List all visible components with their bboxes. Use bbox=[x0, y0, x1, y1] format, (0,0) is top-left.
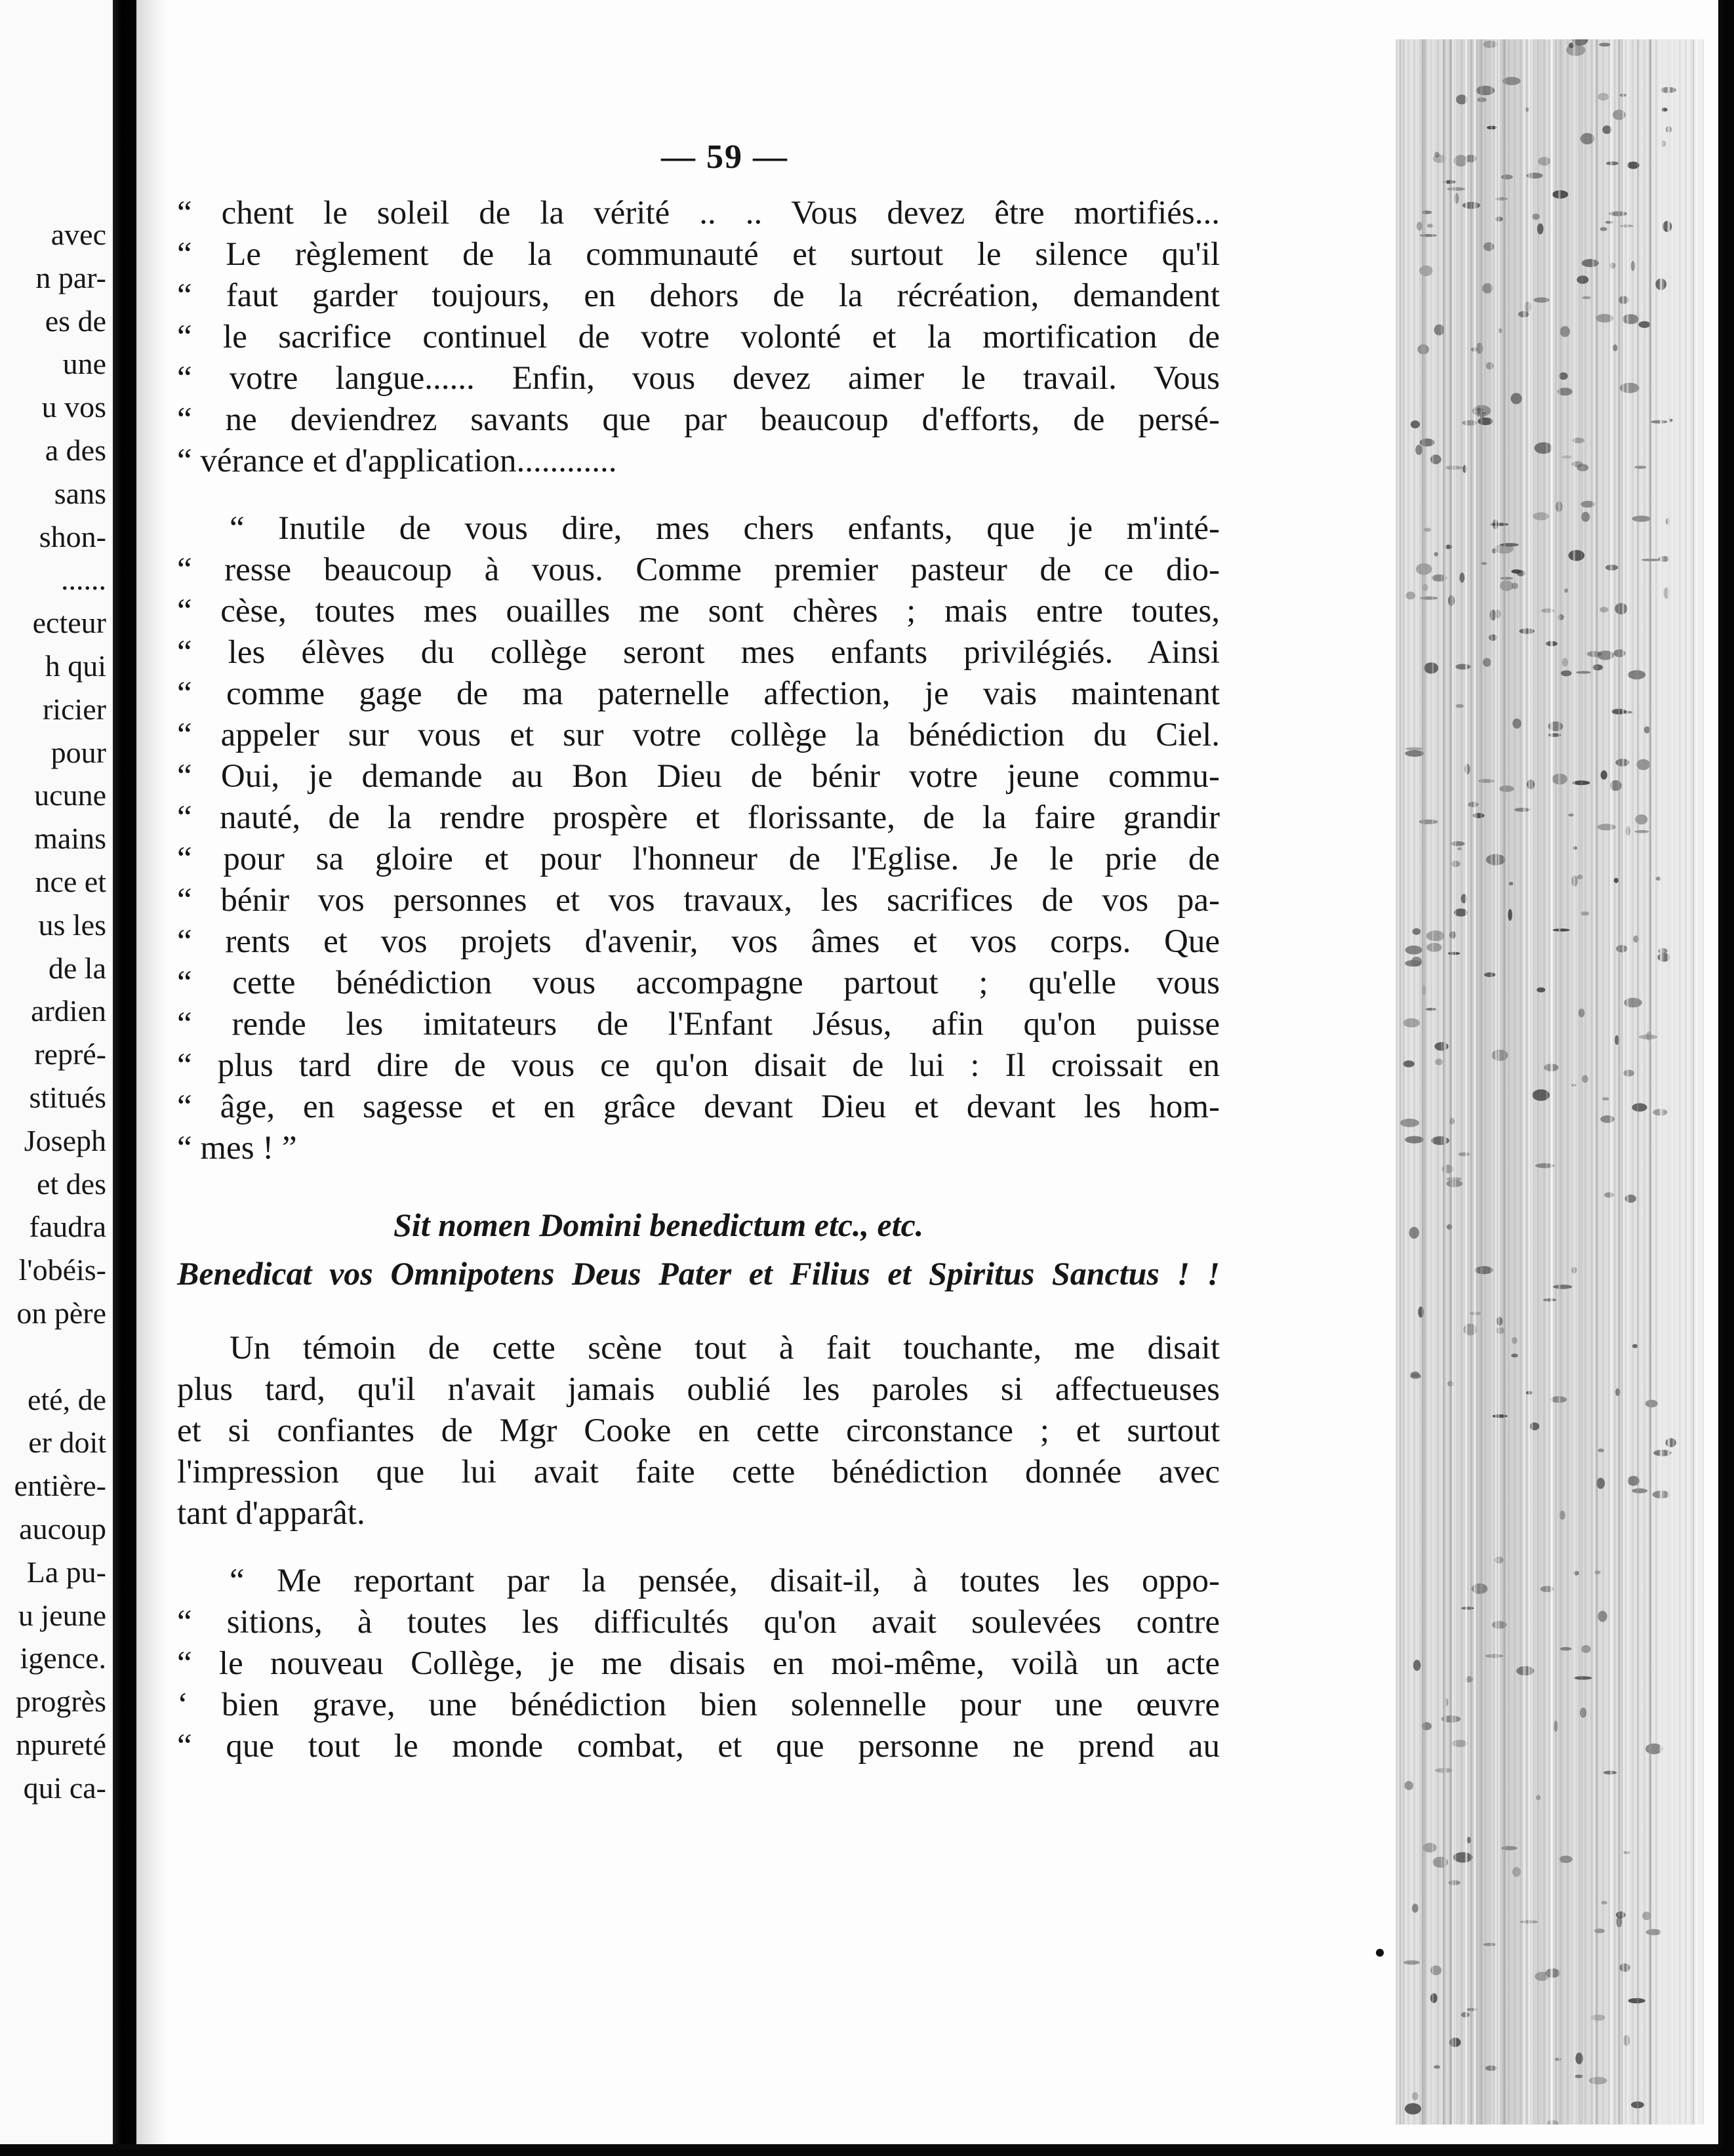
text-line: “ Inutile de vous dire, mes chers enfants, que je m'inté- bbox=[230, 510, 1220, 547]
page-edge-streak bbox=[1663, 39, 1664, 2125]
text-line: “ Oui, je demande au Bon Dieu de bénir votre jeune commu- bbox=[177, 758, 1220, 795]
left-fragment: avec bbox=[50, 218, 106, 251]
page-edge-streak bbox=[1450, 39, 1452, 2125]
paragraph-witness-quote bbox=[177, 1561, 1220, 1767]
foxing-stain bbox=[1602, 1097, 1609, 1100]
paragraph-witness bbox=[177, 1328, 1220, 1534]
foxing-stain bbox=[1430, 454, 1442, 464]
foxing-stain bbox=[1600, 607, 1608, 612]
foxing-stain bbox=[1537, 224, 1544, 235]
foxing-stain bbox=[1535, 443, 1553, 454]
foxing-stain bbox=[1628, 670, 1645, 679]
text-line: “ chent le soleil de la vérité .. .. Vous devez être mortifiés... bbox=[177, 195, 1220, 231]
foxing-stain bbox=[1424, 662, 1438, 673]
foxing-stain bbox=[1613, 344, 1617, 351]
page-edge-streak bbox=[1523, 39, 1526, 2125]
foxing-stain bbox=[1536, 1795, 1541, 1801]
text-line: “ mes ! ” bbox=[177, 1130, 297, 1167]
foxing-stain bbox=[1413, 1660, 1421, 1671]
page-edge-streak bbox=[1452, 39, 1454, 2125]
page-edge-streak bbox=[1400, 39, 1401, 2125]
text-line: “ ne deviendrez savants que par beaucoup d'efforts, de persé- bbox=[177, 401, 1220, 438]
foxing-stain bbox=[1559, 1856, 1573, 1863]
left-fragment: Joseph bbox=[24, 1123, 106, 1157]
page-edge-streak bbox=[1442, 39, 1443, 2125]
paragraph-quote-continuation bbox=[177, 193, 1220, 482]
left-fragment: sans bbox=[54, 476, 106, 510]
foxing-stain bbox=[1581, 1645, 1591, 1653]
foxing-stain bbox=[1632, 1488, 1647, 1494]
foxing-stain bbox=[1405, 1136, 1424, 1144]
left-fragment: u jeune bbox=[18, 1598, 106, 1632]
text-line: “ bénir vos personnes et vos travaux, les sacrifices de vos pa- bbox=[177, 882, 1220, 919]
foxing-stain bbox=[1434, 151, 1440, 157]
page-edge-streak bbox=[1592, 39, 1595, 2125]
left-page-text bbox=[0, 213, 106, 1809]
foxing-stain bbox=[1412, 1904, 1419, 1913]
main-page bbox=[169, 0, 1396, 2144]
foxing-stain bbox=[1599, 43, 1610, 47]
foxing-stain bbox=[1635, 814, 1647, 824]
text-line: “ le sacrifice continuel de votre volonté et la mortification de bbox=[177, 319, 1220, 355]
foxing-stain bbox=[1514, 808, 1531, 812]
left-fragment: shon- bbox=[39, 519, 106, 553]
foxing-stain bbox=[1509, 882, 1514, 886]
foxing-stain bbox=[1457, 847, 1462, 850]
foxing-stain bbox=[1484, 972, 1495, 977]
left-fragment: pour bbox=[50, 735, 106, 769]
paragraph-blessing-speech bbox=[177, 508, 1220, 1169]
left-fragment: faudra bbox=[29, 1210, 106, 1244]
left-fragment: eté, de bbox=[27, 1382, 106, 1416]
page-edge-streak bbox=[1611, 39, 1613, 2125]
foxing-stain bbox=[1430, 1993, 1438, 2003]
foxing-stain bbox=[1459, 572, 1464, 583]
foxing-stain bbox=[1638, 321, 1650, 328]
foxing-stain bbox=[1628, 1998, 1645, 2003]
latin-benediction bbox=[177, 1201, 1220, 1298]
text-line: “ comme gage de ma paternelle affection, je vais maintenant bbox=[177, 675, 1220, 712]
left-fragment: on père bbox=[16, 1296, 106, 1330]
text-line: “ cette bénédiction vous accompagne partout ; qu'elle vous bbox=[177, 965, 1220, 1001]
foxing-stain bbox=[1634, 830, 1649, 833]
text-line: “ votre langue...... Enfin, vous devez aimer le travail. Vous bbox=[177, 360, 1220, 397]
page-edge-streak bbox=[1622, 39, 1623, 2125]
page-edge-streak bbox=[1581, 39, 1582, 2125]
foxing-stain bbox=[1645, 1929, 1661, 1936]
foxing-stain bbox=[1636, 759, 1650, 770]
foxing-stain bbox=[1553, 1285, 1573, 1289]
foxing-stain bbox=[1426, 1008, 1436, 1010]
page-edge-streak bbox=[1491, 39, 1493, 2125]
foxing-stain bbox=[1512, 1867, 1521, 1877]
text-line: et si confiantes de Mgr Cooke en cette circonstance ; et surtout bbox=[177, 1412, 1220, 1449]
text-line: tant d'apparât. bbox=[177, 1495, 365, 1532]
left-fragment: igence. bbox=[20, 1641, 106, 1675]
foxing-stain bbox=[1510, 393, 1522, 404]
page-edge-streak bbox=[1476, 39, 1478, 2125]
foxing-stain bbox=[1552, 928, 1569, 931]
left-fragment: ardien bbox=[31, 994, 106, 1028]
foxing-stain bbox=[1405, 946, 1422, 955]
left-fragment: La pu- bbox=[26, 1555, 106, 1589]
left-fragment: l'obéis- bbox=[18, 1253, 106, 1287]
foxing-stain bbox=[1458, 1152, 1470, 1156]
left-page-fragment bbox=[0, 0, 113, 2144]
page-edge-streak bbox=[1474, 39, 1477, 2125]
page-edge-streak bbox=[1422, 39, 1424, 2125]
page-edge-streak bbox=[1693, 39, 1694, 2125]
foxing-stain bbox=[1412, 2092, 1419, 2100]
page-edge-streak bbox=[1528, 39, 1530, 2125]
page-edge-streak bbox=[1696, 39, 1699, 2125]
foxing-stain bbox=[1537, 988, 1545, 993]
left-fragment: u vos bbox=[41, 390, 106, 424]
foxing-stain bbox=[1600, 227, 1607, 231]
foxing-stain bbox=[1651, 420, 1668, 424]
left-fragment: ricier bbox=[42, 692, 106, 726]
left-fragment: npureté bbox=[16, 1727, 106, 1761]
foxing-stain bbox=[1405, 2103, 1421, 2114]
page-edge-streak bbox=[1424, 39, 1425, 2125]
text-line: “ resse beaucoup à vous. Comme premier pasteur de ce dio- bbox=[177, 551, 1220, 588]
left-fragment: nce et bbox=[35, 864, 106, 898]
foxing-stain bbox=[1499, 786, 1514, 792]
foxing-stain bbox=[1645, 1400, 1658, 1408]
left-fragment: repré- bbox=[34, 1037, 106, 1071]
page-edge-streak bbox=[1455, 39, 1456, 2125]
foxing-stain bbox=[1413, 928, 1421, 935]
foxing-stain bbox=[1576, 671, 1591, 673]
page-edge-streak bbox=[1619, 39, 1620, 2125]
left-fragment: ecteur bbox=[32, 606, 106, 640]
foxing-stain bbox=[1411, 957, 1422, 967]
foxing-stain bbox=[1501, 174, 1513, 180]
foxing-stain bbox=[1598, 93, 1609, 101]
foxing-stain bbox=[1483, 1943, 1497, 1946]
foxing-stain bbox=[1562, 456, 1572, 459]
foxing-stain bbox=[1448, 952, 1461, 955]
left-fragment: es de bbox=[45, 304, 106, 338]
page-edge-streak bbox=[1626, 39, 1628, 2125]
page-edge-streak bbox=[1650, 39, 1651, 2125]
foxing-stain bbox=[1434, 552, 1438, 556]
foxing-stain bbox=[1562, 658, 1568, 667]
left-fragment: stitués bbox=[29, 1080, 106, 1114]
page-edge-streak bbox=[1668, 39, 1670, 2125]
foxing-stain bbox=[1574, 1676, 1592, 1679]
foxing-stain bbox=[1532, 214, 1540, 220]
text-line: “ vérance et d'application............ bbox=[177, 443, 617, 479]
text-line: Un témoin de cette scène tout à fait touchante, me disait bbox=[230, 1330, 1220, 1367]
foxing-stain bbox=[1632, 515, 1651, 521]
foxing-stain bbox=[1500, 577, 1513, 580]
foxing-stain bbox=[1400, 1119, 1419, 1127]
text-line: “ pour sa gloire et pour l'honneur de l'Eglise. Je le prie de bbox=[177, 841, 1220, 877]
foxing-stain bbox=[1632, 1103, 1647, 1111]
foxing-stain bbox=[1403, 1018, 1420, 1028]
left-fragment: er doit bbox=[28, 1426, 106, 1460]
foxing-stain bbox=[1580, 1707, 1586, 1718]
left-fragment: progrès bbox=[16, 1685, 106, 1719]
page-edge-streak bbox=[1573, 39, 1575, 2125]
left-fragment: et des bbox=[36, 1167, 106, 1201]
page-edge-streak bbox=[1465, 39, 1467, 2125]
page-number: — 59 — bbox=[661, 138, 788, 176]
gutter-shadow bbox=[136, 0, 169, 2144]
foxing-stain bbox=[1529, 1422, 1539, 1430]
foxing-stain bbox=[1561, 670, 1572, 676]
foxing-stain bbox=[1446, 1180, 1462, 1188]
foxing-stain bbox=[1512, 1337, 1518, 1344]
foxing-stain bbox=[1405, 748, 1423, 751]
foxing-stain bbox=[1455, 704, 1464, 708]
foxing-stain bbox=[1582, 1075, 1588, 1083]
foxing-stain bbox=[1512, 719, 1521, 729]
text-line: “ le nouveau Collège, je me disais en moi-même, voilà un acte bbox=[177, 1645, 1220, 1682]
foxing-stain bbox=[1508, 909, 1512, 921]
foxing-stain bbox=[1404, 1781, 1413, 1790]
foxing-stain bbox=[1581, 512, 1590, 522]
page-edge-streak bbox=[1445, 39, 1447, 2125]
left-fragment: qui ca- bbox=[23, 1770, 106, 1805]
page-edge-streak bbox=[1637, 39, 1638, 2125]
foxing-stain bbox=[1634, 466, 1646, 469]
page-edge-streak bbox=[1403, 39, 1405, 2125]
text-line: “ Me reportant par la pensée, disait-il, à toutes les oppo- bbox=[230, 1563, 1220, 1599]
foxing-stain bbox=[1483, 658, 1491, 667]
foxing-stain bbox=[1419, 266, 1433, 276]
page-edge-streak bbox=[1558, 39, 1561, 2125]
left-fragment: de la bbox=[48, 951, 106, 985]
page-edge-streak bbox=[1660, 39, 1663, 2125]
text-line: “ sitions, à toutes les difficultés qu'on avait soulevées contre bbox=[177, 1604, 1220, 1641]
page-edge-streak bbox=[1432, 39, 1434, 2125]
foxing-stain bbox=[1597, 824, 1615, 830]
text-line: “ Le règlement de la communauté et surtout le silence qu'il bbox=[177, 236, 1220, 273]
page-edge-streak bbox=[1546, 39, 1548, 2125]
text-line: “ rents et vos projets d'avenir, vos âmes et vos corps. Que bbox=[177, 923, 1220, 960]
text-line: l'impression que lui avait faite cette bénédiction donnée avec bbox=[177, 1454, 1220, 1490]
left-fragment: entière- bbox=[14, 1469, 106, 1503]
foxing-stain bbox=[1485, 1654, 1504, 1658]
foxing-stain bbox=[1601, 770, 1607, 780]
foxing-stain bbox=[1511, 1353, 1518, 1357]
left-fragment: h qui bbox=[45, 649, 106, 683]
latin-line: Benedicat vos Omnipotens Deus Pater et Filius et Spiritus Sanctus ! ! bbox=[177, 1255, 1220, 1292]
text-line: “ plus tard dire de vous ce qu'on disait de lui : Il croissait en bbox=[177, 1047, 1220, 1084]
left-fragment bbox=[0, 1335, 106, 1378]
left-fragment: us les bbox=[38, 908, 106, 942]
page-edge-streak bbox=[1470, 39, 1472, 2125]
foxing-stain bbox=[1601, 1901, 1607, 1904]
text-line: “ que tout le monde combat, et que personne ne prend au bbox=[177, 1728, 1220, 1765]
book-fore-edge bbox=[1396, 39, 1704, 2125]
foxing-stain bbox=[1538, 157, 1550, 165]
foxing-stain bbox=[1616, 945, 1628, 952]
left-fragment: n par- bbox=[35, 260, 106, 294]
foxing-stain bbox=[1598, 1448, 1604, 1452]
page-edge-streak bbox=[1504, 39, 1506, 2125]
foxing-stain bbox=[1622, 314, 1638, 324]
foxing-stain bbox=[1582, 296, 1590, 299]
text-line: “ appeler sur vous et sur votre collège la bénédiction du Ciel. bbox=[177, 717, 1220, 753]
foxing-stain bbox=[1403, 1961, 1420, 1965]
left-fragment: a des bbox=[45, 433, 106, 467]
foxing-stain bbox=[1461, 1607, 1475, 1610]
left-fragment: ...... bbox=[61, 563, 106, 597]
ink-speck bbox=[1375, 1947, 1385, 1958]
foxing-stain bbox=[1406, 591, 1416, 599]
page-text-block bbox=[177, 131, 1220, 1767]
left-fragment: une bbox=[62, 347, 106, 381]
left-fragment: aucoup bbox=[19, 1511, 106, 1546]
foxing-stain bbox=[1434, 325, 1445, 336]
page-edge-streak bbox=[1480, 39, 1482, 2125]
foxing-stain bbox=[1475, 1266, 1493, 1274]
fore-edge-foxing bbox=[1396, 39, 1704, 2125]
left-fragment: ucune bbox=[34, 778, 106, 812]
left-fragment: mains bbox=[34, 822, 106, 856]
text-line: “ nauté, de la rendre prospère et florissante, de la faire grandir bbox=[177, 799, 1220, 836]
foxing-stain bbox=[1434, 2065, 1440, 2069]
text-line: ‘ bien grave, une bénédiction bien solennelle pour une œuvre bbox=[177, 1687, 1220, 1723]
foxing-stain bbox=[1496, 1327, 1505, 1334]
foxing-stain bbox=[1615, 603, 1627, 614]
text-line: “ rende les imitateurs de l'Enfant Jésus, afin qu'on puisse bbox=[177, 1006, 1220, 1043]
text-line: “ les élèves du collège seront mes enfants privilégiés. Ainsi bbox=[177, 634, 1220, 671]
foxing-stain bbox=[1639, 1035, 1658, 1039]
foxing-stain bbox=[1410, 1374, 1421, 1379]
foxing-stain bbox=[1632, 1344, 1638, 1348]
foxing-stain bbox=[1560, 1647, 1572, 1651]
foxing-stain bbox=[1415, 445, 1422, 455]
foxing-stain bbox=[1596, 1478, 1605, 1489]
foxing-stain bbox=[1455, 664, 1470, 670]
page-edge-streak bbox=[1495, 39, 1497, 2125]
foxing-stain bbox=[1416, 563, 1432, 575]
foxing-stain bbox=[1631, 261, 1635, 271]
foxing-stain bbox=[1527, 780, 1535, 789]
foxing-stain bbox=[1409, 1227, 1419, 1239]
foxing-stain bbox=[1589, 2077, 1607, 2085]
foxing-stain bbox=[1426, 943, 1442, 952]
page-edge-streak bbox=[1672, 39, 1675, 2125]
latin-line: Sit nomen Domini benedictum etc., etc. bbox=[393, 1207, 924, 1243]
text-line: “ faut garder toujours, en dehors de la récréation, demandent bbox=[177, 277, 1220, 314]
foxing-stain bbox=[1564, 588, 1568, 593]
page-edge-streak bbox=[1498, 39, 1500, 2125]
foxing-stain bbox=[1560, 326, 1570, 337]
page-edge-streak bbox=[1550, 39, 1552, 2125]
foxing-stain bbox=[1598, 1611, 1607, 1622]
page-edge-streak bbox=[1596, 39, 1598, 2125]
foxing-stain bbox=[1614, 878, 1619, 883]
foxing-stain bbox=[1405, 750, 1424, 757]
text-line: plus tard, qu'il n'avait jamais oublié les paroles si affectueuses bbox=[177, 1371, 1220, 1408]
page-edge-streak bbox=[1531, 39, 1533, 2125]
foxing-stain bbox=[1417, 222, 1422, 231]
foxing-stain bbox=[1491, 1050, 1508, 1061]
foxing-stain bbox=[1411, 420, 1420, 428]
book-gutter bbox=[113, 0, 136, 2144]
foxing-stain bbox=[1569, 550, 1585, 561]
foxing-stain bbox=[1554, 1721, 1558, 1732]
text-line: “ âge, en sagesse et en grâce devant Dieu et devant les hom- bbox=[177, 1088, 1220, 1125]
foxing-stain bbox=[1577, 275, 1588, 284]
foxing-stain bbox=[1500, 580, 1514, 591]
foxing-stain bbox=[1543, 1298, 1557, 1302]
text-line: “ cèse, toutes mes ouailles me sont chères ; mais entre toutes, bbox=[177, 593, 1220, 629]
